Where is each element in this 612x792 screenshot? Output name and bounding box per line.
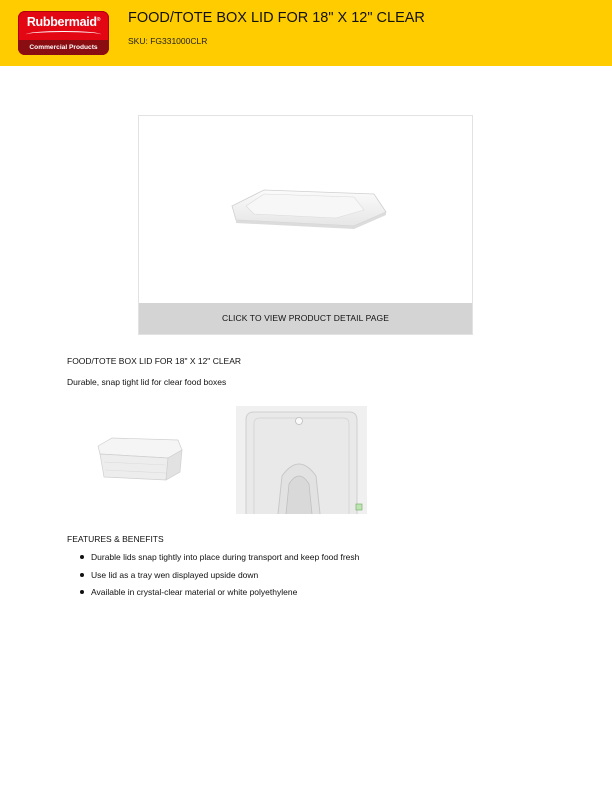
features-heading: FEATURES & BENEFITS — [67, 534, 164, 544]
bullet-icon — [80, 573, 84, 577]
logo-brand: Rubbermaid® — [26, 15, 101, 29]
product-lid-image — [224, 184, 389, 229]
description-subtitle: Durable, snap tight lid for clear food boxes — [67, 377, 227, 387]
features-list — [80, 552, 359, 605]
page-title: FOOD/TOTE BOX LID FOR 18" X 12" CLEAR — [128, 10, 425, 26]
page-header — [0, 0, 612, 66]
description-title: FOOD/TOTE BOX LID FOR 18" X 12" CLEAR — [67, 356, 242, 366]
lid-closeup-thumbnail[interactable] — [236, 406, 367, 514]
bullet-icon — [80, 555, 84, 559]
list-item: Available in crystal-clear material or white polyethylene — [80, 587, 359, 605]
sku-label: SKU: FG331000CLR — [128, 36, 208, 46]
lid-closeup-image — [236, 406, 367, 514]
hero-product-panel[interactable] — [138, 115, 473, 335]
bullet-icon — [80, 590, 84, 594]
food-box-thumbnail[interactable] — [90, 432, 185, 486]
logo-swoosh — [26, 31, 101, 38]
logo-tagline: Commercial Products — [18, 40, 109, 55]
logo-registered-mark: ® — [96, 16, 101, 23]
list-item: Durable lids snap tightly into place during transport and keep food fresh — [80, 552, 359, 570]
rubbermaid-logo — [18, 11, 109, 55]
view-product-detail-button[interactable]: CLICK TO VIEW PRODUCT DETAIL PAGE — [139, 303, 472, 334]
list-item: Use lid as a tray wen displayed upside down — [80, 570, 359, 588]
